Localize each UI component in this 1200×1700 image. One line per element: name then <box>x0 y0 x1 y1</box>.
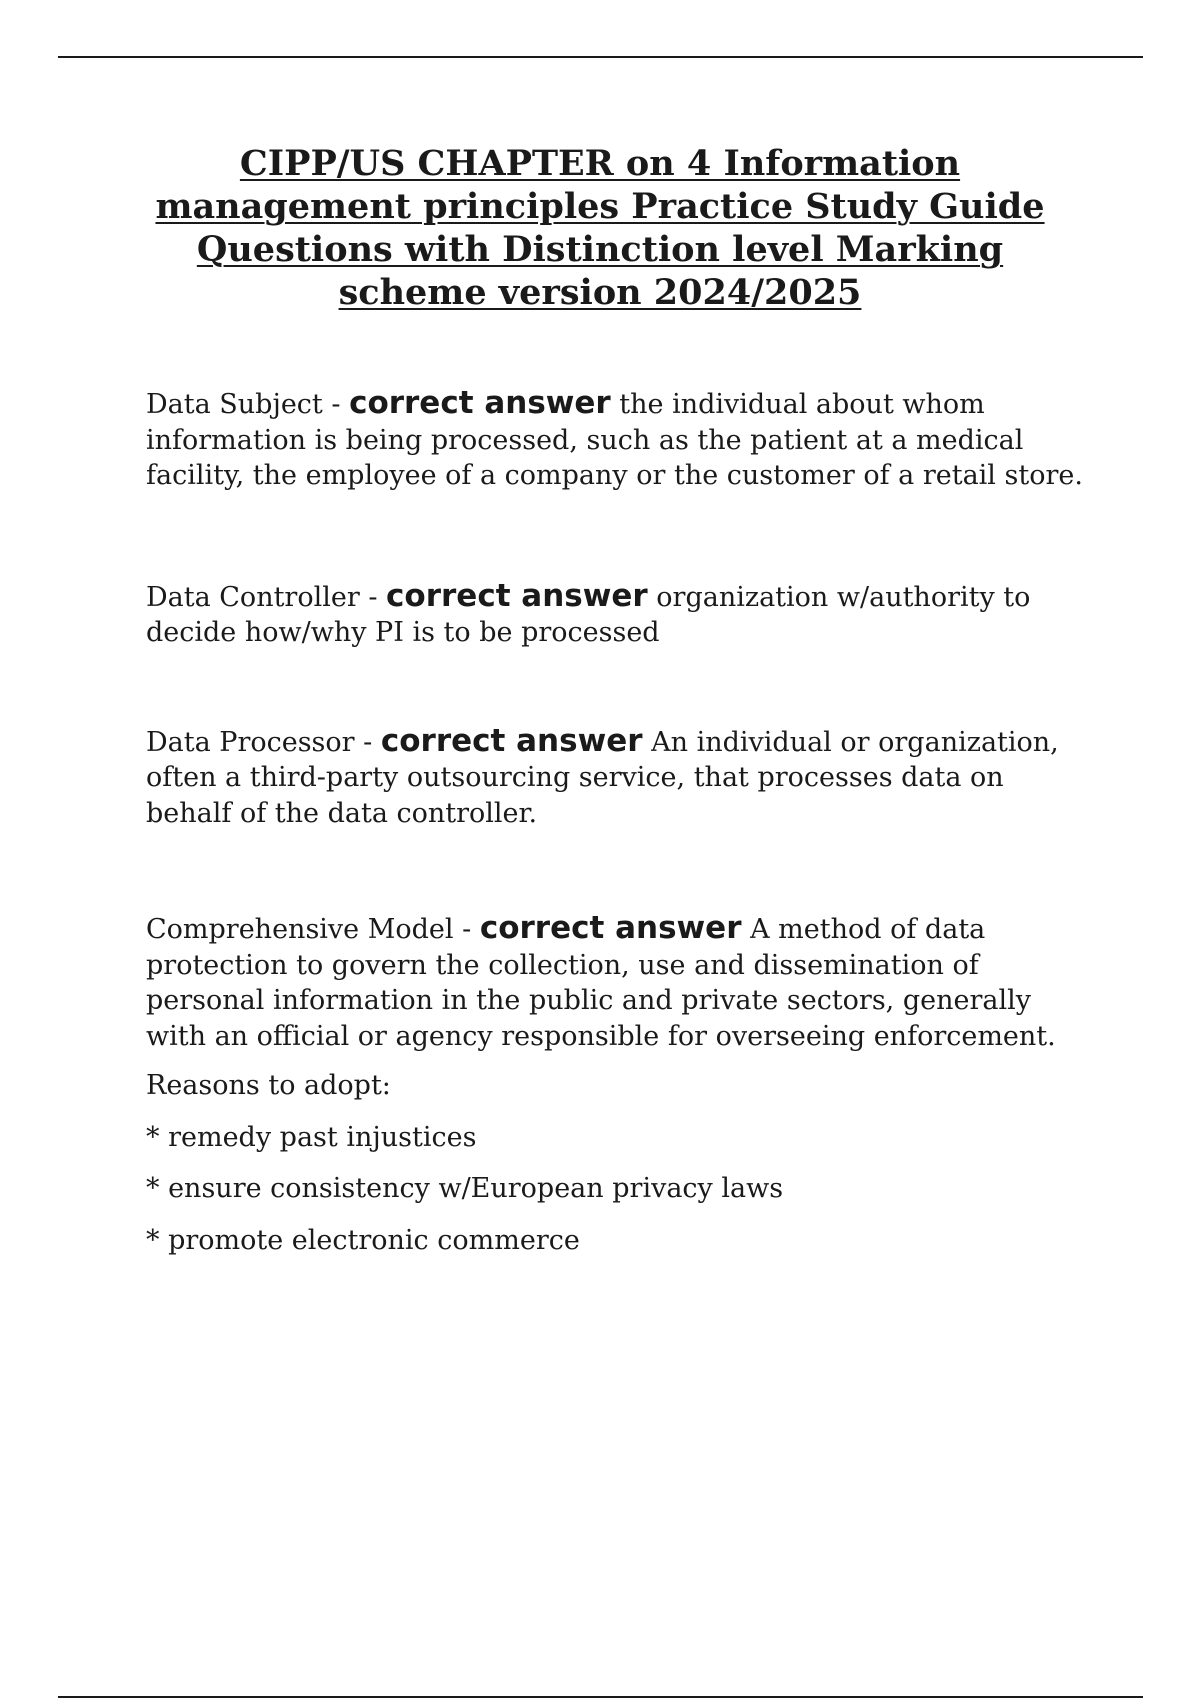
entry-term: Data Subject <box>146 389 323 420</box>
answer-label: correct answer <box>386 577 648 614</box>
entry-definition: the individual about whom information is being processed, such as the patient at a medical facility, the employee of a company or the customer of a retail store. <box>146 389 1083 491</box>
top-rule <box>58 56 1143 58</box>
reason-item: * remedy past injustices <box>146 1121 477 1153</box>
entry-term: Comprehensive Model <box>146 914 454 945</box>
entry-data-processor <box>146 724 1086 832</box>
reasons-heading: Reasons to adopt: <box>146 1070 391 1101</box>
entry-term: Data Controller <box>146 581 360 613</box>
entry-definition: A method of data protection to govern the collection, use and dissemination of personal information in the public and private sectors, generally with an official or agency responsible for overseeing enforcement. <box>146 914 1056 1052</box>
entry-separator: - <box>359 581 387 613</box>
document-title: CIPP/US CHAPTER on 4 Information management principles Practice Study Guide Questions with Distinction level Marking scheme version 2024/2025 <box>155 143 1045 313</box>
reason-item: * ensure consistency w/European privacy laws <box>146 1173 784 1204</box>
reason-item: * promote electronic commerce <box>146 1224 580 1256</box>
document-body <box>146 386 1086 1274</box>
entry-separator: - <box>354 726 381 758</box>
entry-comprehensive-model <box>146 911 1086 1054</box>
bottom-rule <box>58 1696 1143 1698</box>
entry-term: Data Processor <box>146 726 355 758</box>
answer-label: correct answer <box>380 722 643 759</box>
entry-definition: organization w/authority to decide how/why PI is to be processed <box>146 581 1031 648</box>
entry-separator: - <box>453 914 480 945</box>
entry-data-subject <box>146 386 1086 494</box>
answer-label: correct answer <box>479 910 742 946</box>
entry-separator: - <box>322 389 350 420</box>
entry-definition: An individual or organization, often a third-party outsourcing service, that processes data on behalf of the data controller. <box>146 726 1059 829</box>
entry-data-controller <box>146 579 1086 651</box>
answer-label: correct answer <box>349 385 611 421</box>
